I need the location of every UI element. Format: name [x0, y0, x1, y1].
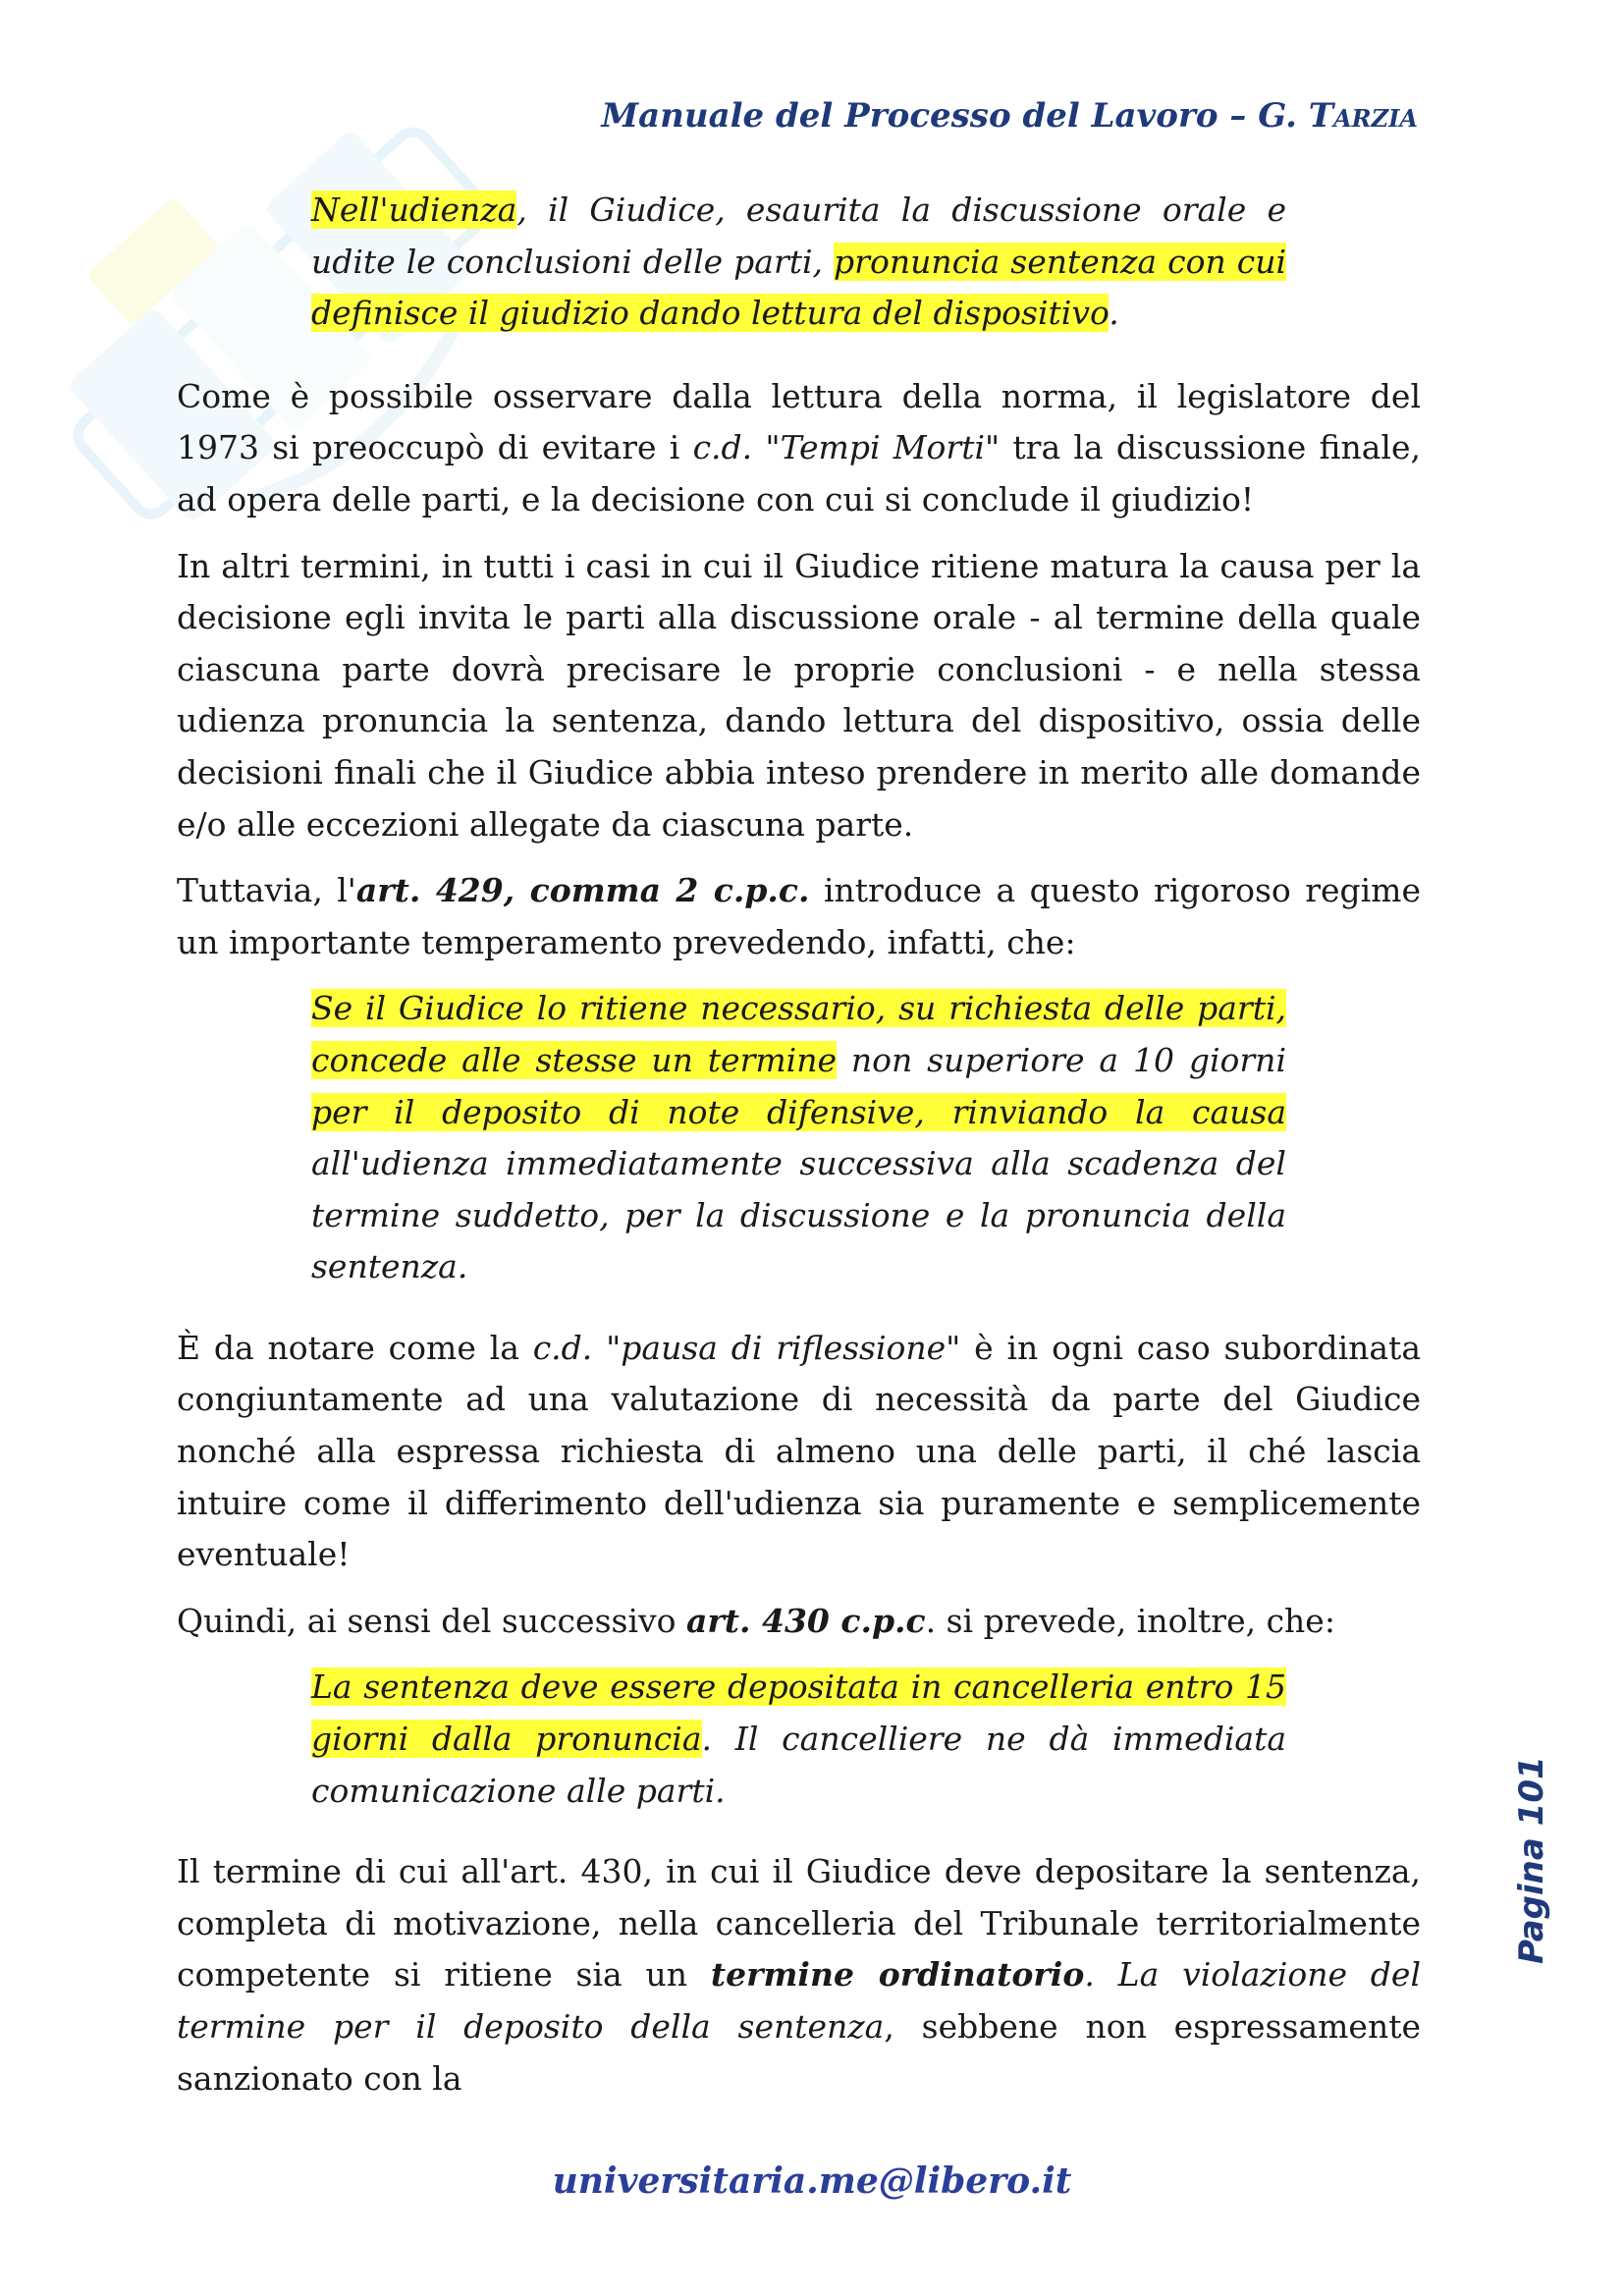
paragraph: Come è possibile osservare dalla lettura della norma, il legislatore del 1973 si preoccupò di evitare i c.d. "Tempi Morti" tra la discussione finale, ad opera delle parti, e la decisione con cui si conclude il giudizio!	[177, 376, 1421, 519]
page-content	[177, 185, 1421, 2119]
paragraph: Tuttavia, l'art. 429, comma 2 c.p.c. introduce a questo rigoroso regime un importante temperamento prevedendo, infatti, che:	[177, 871, 1422, 961]
footer-email: universitaria.me@libero.it	[552, 2160, 1072, 2202]
paragraph: Il termine di cui all'art. 430, in cui il Giudice deve depositare la sentenza, completa di motivazione, nella cancelleria del Tribunale territorialmente competente si ritiene sia un termine ordinatorio. La violazione del termine per il deposito della sentenza, sebbene non espressamente sanzionato con la	[177, 1852, 1422, 2098]
paragraph: Quindi, ai sensi del successivo art. 430 c.p.c. si prevede, inoltre, che:	[177, 1601, 1335, 1640]
running-header: Manuale del Processo del Lavoro – G. Tarzia	[601, 96, 1418, 136]
paragraph: È da notare come la c.d. "pausa di riflessione" è in ogni caso subordinata congiuntamente ad una valutazione di necessità da parte del Giudice nonché alla espressa richiesta di almeno una delle parti, il ché lascia intuire come il differimento dell'udienza sia puramente e semplicemente eventuale!	[177, 1328, 1421, 1574]
page-number: Pagina 101	[1512, 1756, 1551, 1964]
quote-art-429-comma-2: Se il Giudice lo ritiene necessario, su richiesta delle parti, concede alle stesse un termine non superiore a 10 giorni per il deposito di note difensive, rinviando la causa all'udienza immediatamente successiva alla scadenza del termine suddetto, per la discussione e la pronuncia della sentenza.	[311, 989, 1286, 1286]
quote-art-429: Nell'udienza, il Giudice, esaurita la discussione orale e udite le conclusioni delle parti, pronuncia sentenza con cui definisce il giudizio dando lettura del dispositivo.	[311, 191, 1287, 333]
quote-art-430: La sentenza deve essere depositata in cancelleria entro 15 giorni dalla pronuncia. Il cancelliere ne dà immediata comunicazione alle parti.	[311, 1667, 1286, 1810]
paragraph: In altri termini, in tutti i casi in cui il Giudice ritiene matura la causa per la decisione egli invita le parti alla discussione orale - al termine della quale ciascuna parte dovrà precisare le proprie conclusioni - e nella stessa udienza pronuncia la sentenza, dando lettura del dispositivo, ossia delle decisioni finali che il Giudice abbia inteso prendere in merito alle domande e/o alle eccezioni allegate da ciascuna parte.	[177, 546, 1421, 844]
